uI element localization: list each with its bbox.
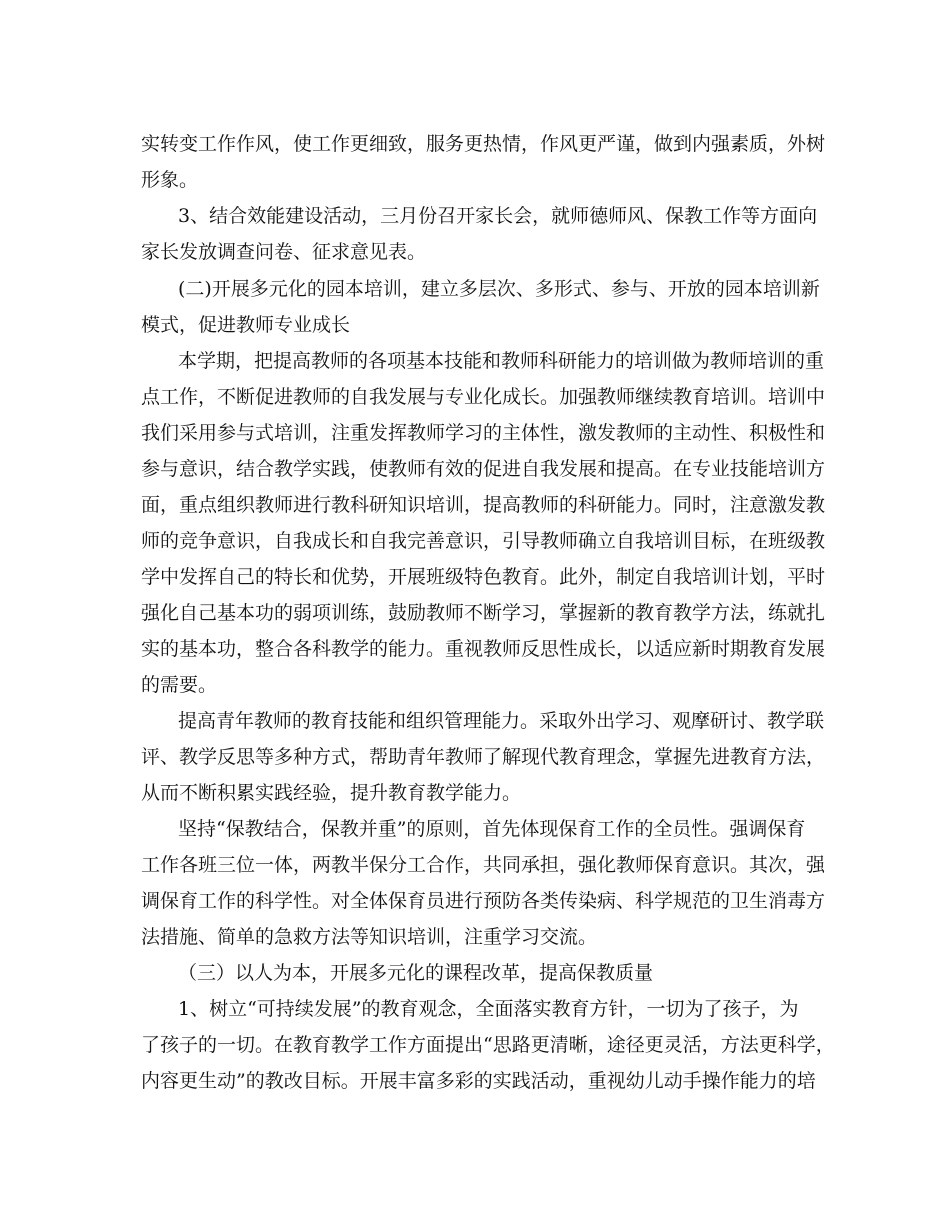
text-line: 家长发放调查问卷、征求意见表。 — [141, 241, 427, 263]
text-line: 法措施、简单的急救方法等知识培训，注重学习交流。 — [141, 926, 598, 948]
text-line: 实的基本功，整合各科教学的能力。重视教师反思性成长，以适应新时期教育发展 — [141, 638, 826, 660]
text-line: 学中发挥自己的特长和优势，开展班级特色教育。此外，制定自我培训计划，平时 — [141, 566, 826, 588]
text-line: 坚持“保教结合，保教并重”的原则，首先体现保育工作的全员性。强调保育 — [178, 818, 806, 840]
text-line: 我们采用参与式培训，注重发挥教师学习的主体性，激发教师的主动性、积极性和 — [141, 422, 826, 444]
text-line: 内容更生动”的教改目标。开展丰富多彩的实践活动，重视幼儿动手操作能力的培 — [141, 1070, 816, 1092]
text-line: 实转变工作作风，使工作更细致，服务更热情，作风更严谨，做到内强素质，外树 — [141, 133, 826, 155]
text-line: 的需要。 — [141, 674, 218, 696]
text-line: 调保育工作的科学性。对全体保育员进行预防各类传染病、科学规范的卫生消毒方 — [141, 890, 826, 912]
text-line: 提高青年教师的教育技能和组织管理能力。采取外出学习、观摩研讨、教学联 — [178, 710, 825, 732]
text-line: 面，重点组织教师进行教科研知识培训，提高教师的科研能力。同时，注意激发教 — [141, 494, 826, 516]
section-heading: (二)开展多元化的园本培训，建立多层次、多形式、参与、开放的园本培训新 — [178, 278, 820, 300]
text-line: 师的竞争意识，自我成长和自我完善意识，引导教师确立自我培训目标，在班级教 — [141, 530, 826, 552]
text-line: 从而不断积累实践经验，提升教育教学能力。 — [141, 782, 522, 804]
text-line: 本学期，把提高教师的各项基本技能和教师科研能力的培训做为教师培训的重 — [178, 350, 825, 372]
section-heading: （三）以人为本，开展多元化的课程改革，提高保教质量 — [178, 962, 654, 984]
text-line: 3、结合效能建设活动，三月份召开家长会，就师德师风、保教工作等方面向 — [178, 205, 818, 227]
text-line: 工作各班三位一体，两教半保分工合作，共同承担，强化教师保育意识。其次，强 — [141, 854, 826, 876]
text-line: 参与意识，结合教学实践，使教师有效的促进自我发展和提高。在专业技能培训方 — [141, 458, 826, 480]
text-line: 强化自己基本功的弱项训练，鼓励教师不断学习，掌握新的教育教学方法，练就扎 — [141, 602, 826, 624]
text-line: 评、教学反思等多种方式，帮助青年教师了解现代教育理念，掌握先进教育方法， — [141, 746, 826, 768]
text-line: 1、树立“可持续发展”的教育观念，全面落实教育方针，一切为了孩子，为 — [178, 998, 799, 1020]
text-line: 点工作，不断促进教师的自我发展与专业化成长。加强教师继续教育培训。培训中 — [141, 386, 826, 408]
text-line: 形象。 — [141, 169, 199, 191]
text-line: 了孩子的一切。在教育教学工作方面提出“思路更清晰，途径更灵活，方法更科学， — [141, 1034, 835, 1056]
section-heading: 模式，促进教师专业成长 — [141, 314, 351, 336]
